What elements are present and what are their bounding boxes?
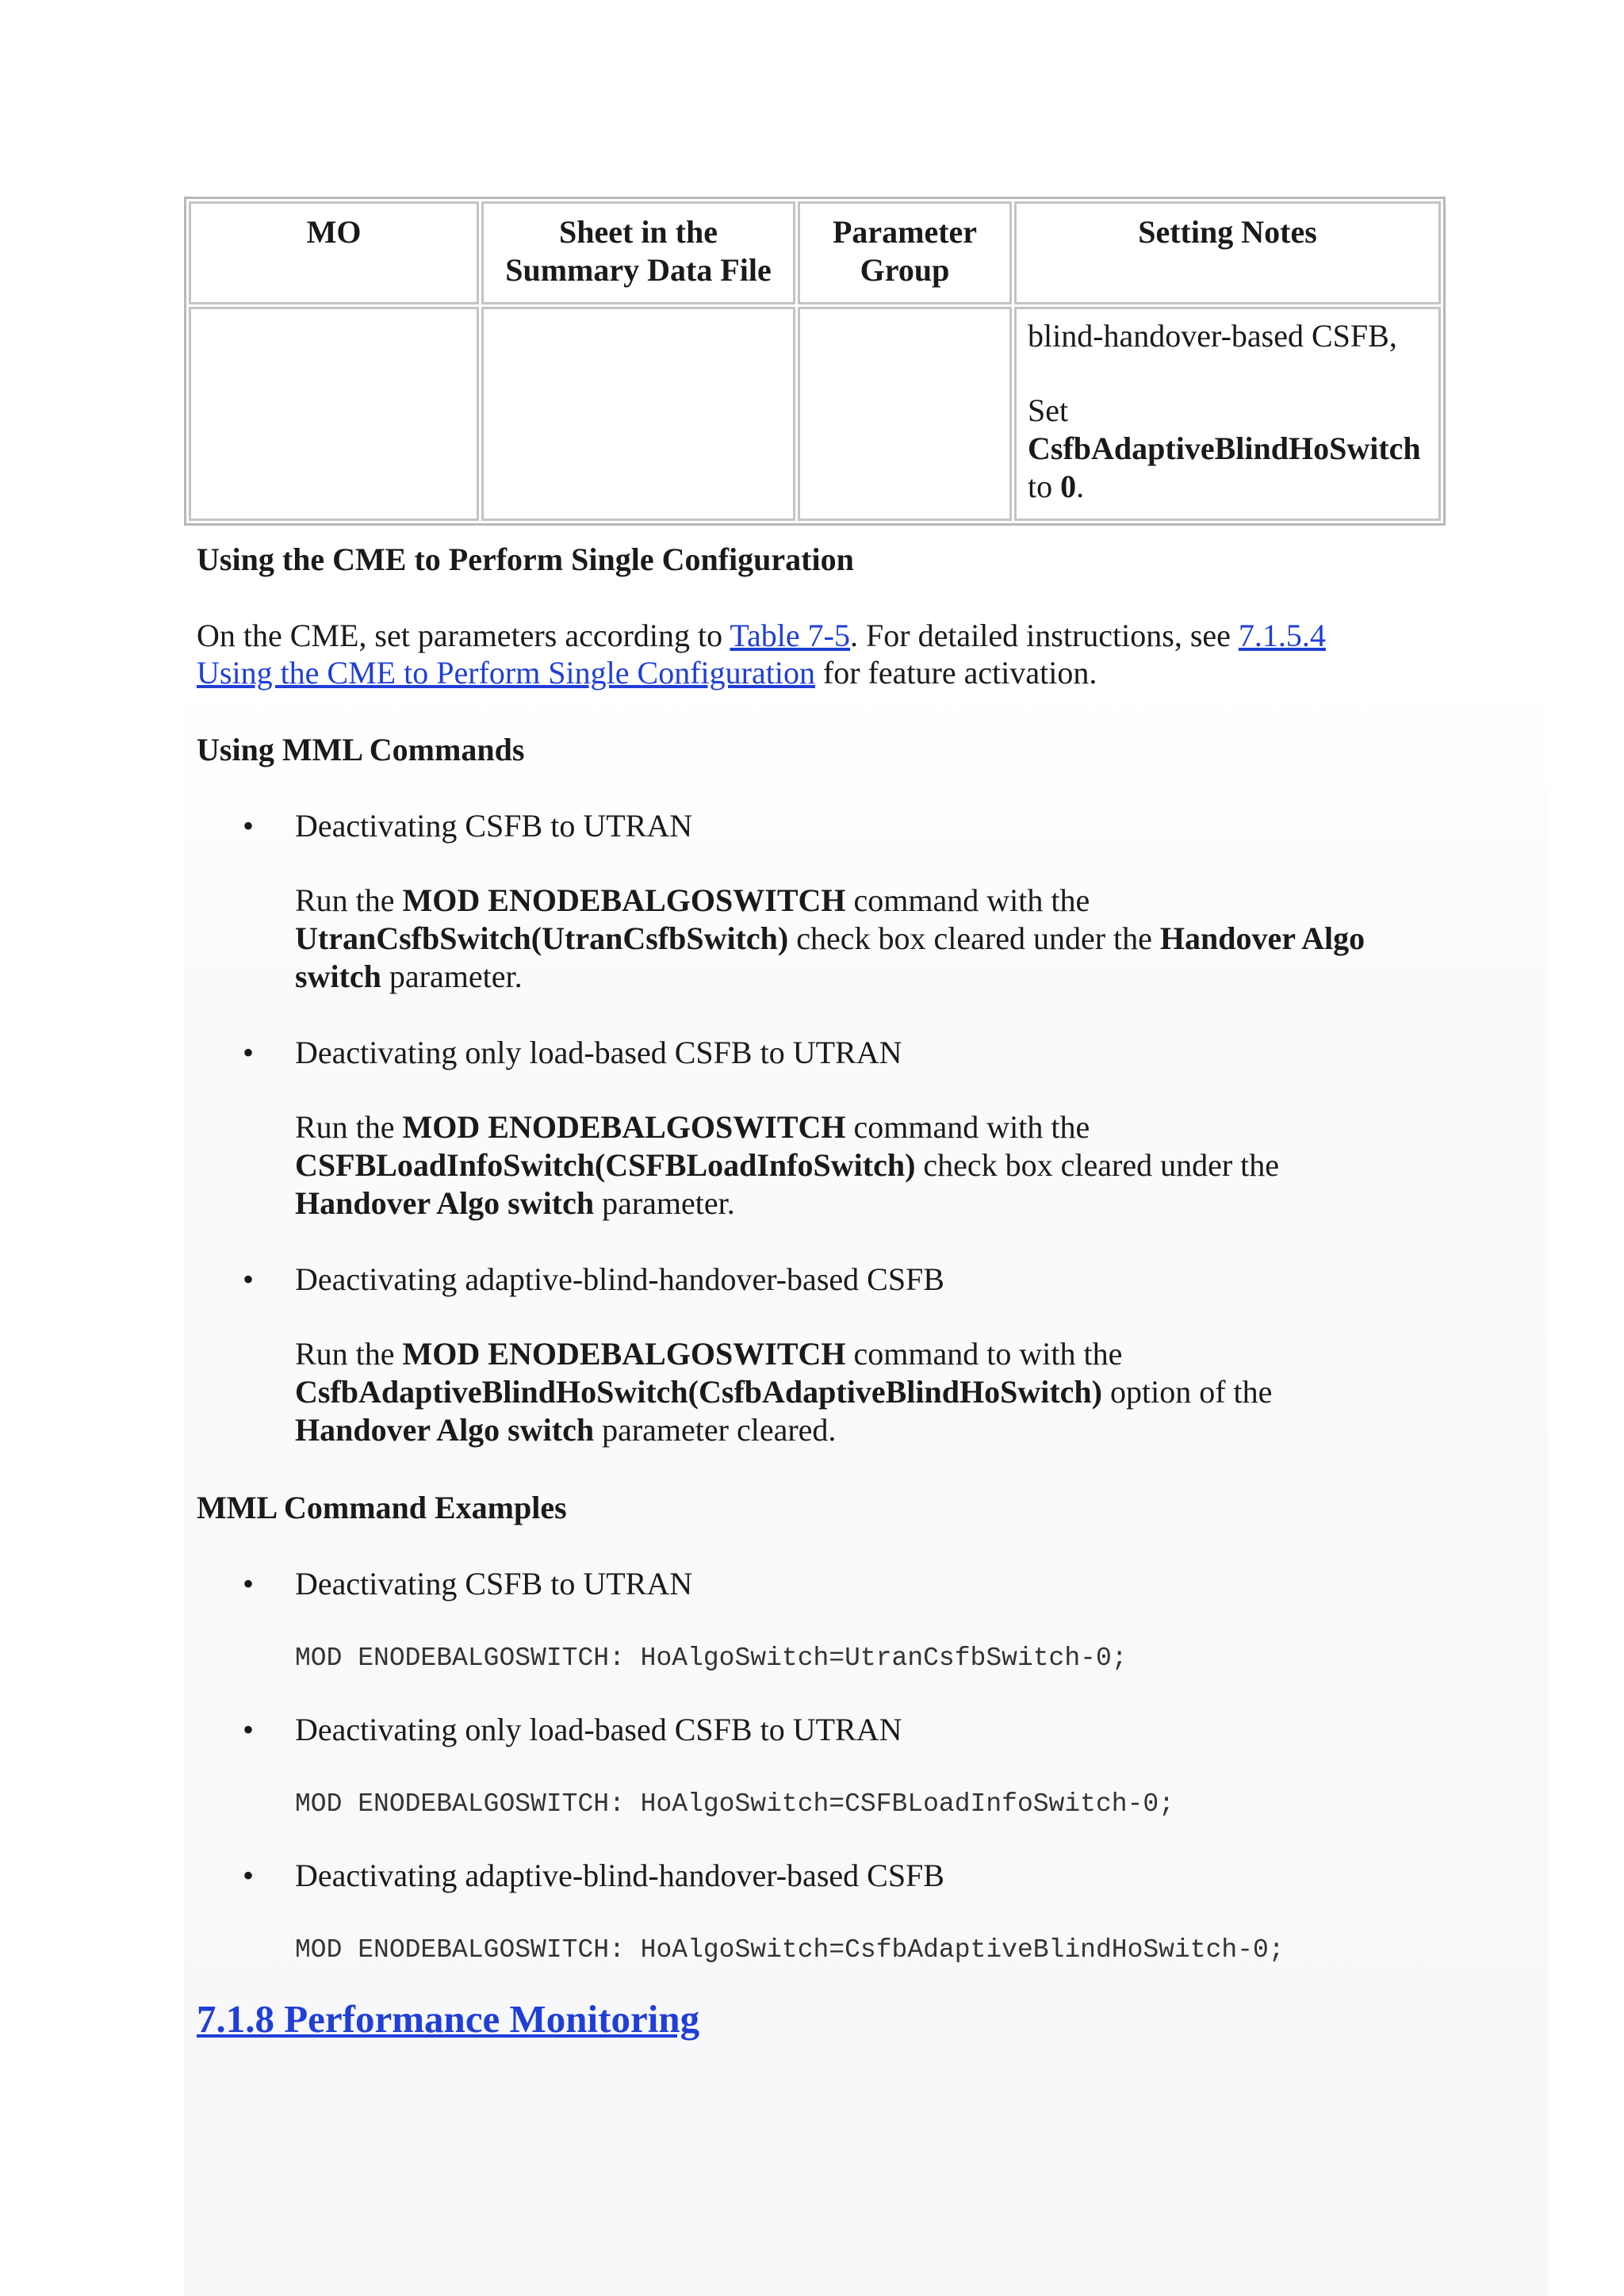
desc-text: command with the bbox=[853, 882, 1090, 918]
example-3-title: Deactivating adaptive-blind-handover-based CSFB bbox=[295, 1858, 944, 1893]
desc-text: check box cleared under the bbox=[796, 920, 1152, 956]
desc-text: option of the bbox=[1109, 1374, 1273, 1410]
examples-heading: MML Command Examples bbox=[197, 1490, 567, 1525]
cell-mo bbox=[189, 307, 479, 521]
bullet-icon: • bbox=[243, 808, 255, 844]
mml-item-1-title: Deactivating CSFB to UTRAN bbox=[295, 808, 693, 844]
note-param: CsfbAdaptiveBlindHoSwitch bbox=[1028, 430, 1421, 466]
note-line-1: blind-handover-based CSFB, bbox=[1028, 318, 1397, 354]
example-2-code: MOD ENODEBALGOSWITCH: HoAlgoSwitch=CSFBLoadInfoSwitch-0; bbox=[295, 1789, 1174, 1819]
table-header-row bbox=[189, 201, 1441, 304]
bullet-icon: • bbox=[243, 1858, 255, 1893]
header-mo: MO bbox=[189, 201, 479, 304]
example-1-code: MOD ENODEBALGOSWITCH: HoAlgoSwitch=UtranCsfbSwitch-0; bbox=[295, 1644, 1128, 1673]
command-name: MOD ENODEBALGOSWITCH bbox=[402, 1336, 846, 1372]
command-name: MOD ENODEBALGOSWITCH bbox=[402, 1109, 846, 1145]
example-2-title: Deactivating only load-based CSFB to UTRAN bbox=[295, 1712, 902, 1747]
run-text: Run the bbox=[295, 882, 395, 918]
desc-text: command with the bbox=[853, 1109, 1090, 1145]
example-3-code: MOD ENODEBALGOSWITCH: HoAlgoSwitch=CsfbAdaptiveBlindHoSwitch-0; bbox=[295, 1935, 1285, 1965]
option-name: CSFBLoadInfoSwitch(CSFBLoadInfoSwitch) bbox=[295, 1147, 916, 1183]
desc-text: parameter. bbox=[602, 1185, 735, 1221]
mml-item-3-title: Deactivating adaptive-blind-handover-based CSFB bbox=[295, 1261, 944, 1297]
header-parameter-group: Parameter Group bbox=[798, 201, 1012, 304]
performance-monitoring-heading[interactable]: 7.1.8 Performance Monitoring bbox=[197, 1997, 700, 2041]
cme-text-before: On the CME, set parameters according to bbox=[197, 618, 723, 653]
bullet-icon: • bbox=[243, 1035, 255, 1070]
header-setting-notes: Setting Notes bbox=[1014, 201, 1441, 304]
parameter-table bbox=[184, 197, 1446, 526]
mml-item-1-desc bbox=[295, 882, 1421, 996]
mml-item-2-desc bbox=[295, 1108, 1421, 1223]
section-title-link[interactable]: Using the CME to Perform Single Configuration bbox=[197, 655, 815, 691]
cme-paragraph bbox=[197, 617, 1465, 691]
mml-heading: Using MML Commands bbox=[197, 732, 525, 767]
cme-text-middle: . For detailed instructions, see bbox=[850, 618, 1231, 653]
command-name: MOD ENODEBALGOSWITCH bbox=[402, 882, 846, 918]
mml-item-3-desc bbox=[295, 1335, 1421, 1449]
option-name: UtranCsfbSwitch(UtranCsfbSwitch) bbox=[295, 920, 789, 956]
cme-heading: Using the CME to Perform Single Configuration bbox=[197, 541, 854, 577]
cell-sheet bbox=[481, 307, 795, 521]
desc-text: parameter cleared. bbox=[602, 1412, 837, 1448]
note-set: Set bbox=[1028, 392, 1069, 428]
bullet-icon: • bbox=[243, 1566, 255, 1601]
desc-text: parameter. bbox=[389, 959, 523, 994]
example-1-title: Deactivating CSFB to UTRAN bbox=[295, 1566, 693, 1601]
parameter-name: Handover Algo switch bbox=[295, 1412, 595, 1448]
note-value: 0 bbox=[1060, 469, 1077, 504]
parameter-name: Handover Algo switch bbox=[295, 1185, 595, 1221]
cell-setting-notes bbox=[1014, 307, 1441, 521]
table-row bbox=[189, 307, 1441, 521]
desc-text: check box cleared under the bbox=[923, 1147, 1280, 1183]
run-text: Run the bbox=[295, 1109, 395, 1145]
table-7-5-link[interactable]: Table 7-5 bbox=[730, 618, 850, 653]
desc-text: command to with the bbox=[853, 1336, 1123, 1372]
parameter-name: Handover Algo switch bbox=[295, 920, 1365, 994]
note-period: . bbox=[1076, 469, 1085, 504]
note-to-line bbox=[1028, 468, 1427, 506]
note-to: to bbox=[1028, 469, 1053, 504]
bullet-icon: • bbox=[243, 1261, 255, 1297]
option-name: CsfbAdaptiveBlindHoSwitch(CsfbAdaptiveBlindHoSwitch) bbox=[295, 1374, 1102, 1410]
section-7-1-5-4-link[interactable]: 7.1.5.4 bbox=[1238, 618, 1326, 653]
cme-text-after: for feature activation. bbox=[822, 655, 1097, 691]
cell-group bbox=[798, 307, 1012, 521]
bullet-icon: • bbox=[243, 1712, 255, 1747]
header-sheet: Sheet in the Summary Data File bbox=[481, 201, 795, 304]
run-text: Run the bbox=[295, 1336, 395, 1372]
mml-item-2-title: Deactivating only load-based CSFB to UTRAN bbox=[295, 1035, 902, 1070]
